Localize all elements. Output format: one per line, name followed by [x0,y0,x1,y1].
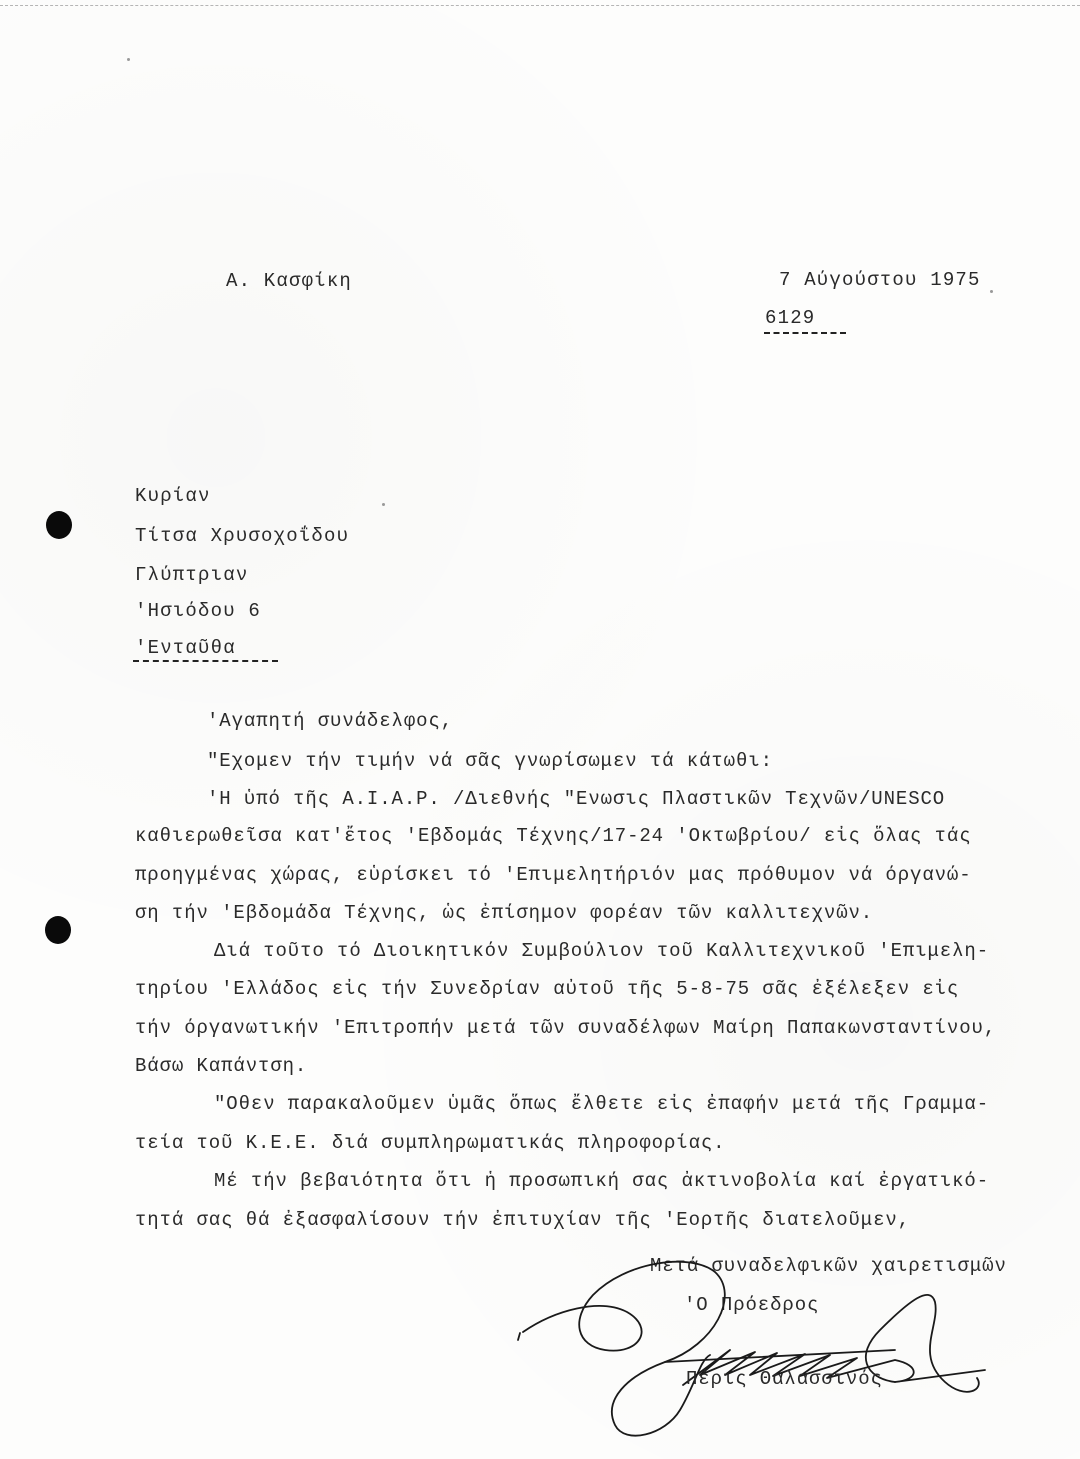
signatory-title: 'Ο Πρόεδρος [684,1294,820,1316]
handwritten-signature [515,1250,1005,1450]
recipient-profession: Γλύπτριαν [135,564,249,586]
body-line: Διά τοῦτο τό Διοικητικόν Συμβούλιον τοῦ Καλλιτεχνικοῦ 'Επιμελη- [214,940,990,962]
body-line: τητά σας θά ἐξασφαλίσουν τήν ἐπιτυχίαν τῆς 'Εορτῆς διατελοῦμεν, [135,1209,911,1231]
protocol-number: 6129 [765,307,816,329]
paper-speck [382,503,385,506]
protocol-underline [764,332,846,334]
sender-reference: Α. Κασφίκη [226,270,353,292]
body-line: "Εχομεν τήν τιμήν νά σᾶς γνωρίσωμεν τά κάτωθι: [207,750,773,772]
recipient-city-underline [133,660,278,662]
letter-date: 7 Αύγούστου 1975 [779,269,981,291]
body-line: "Οθεν παρακαλοῦμεν ὑμᾶς ὅπως ἔλθετε εἰς ἐπαφήν μετά τῆς Γραμμα- [214,1093,990,1115]
recipient-name: Τίτσα Χρυσοχοΐδου [135,525,350,547]
recipient-street: 'Ησιόδου 6 [135,600,262,622]
body-line: Μέ τήν βεβαιότητα ὅτι ἡ προσωπική σας ἀκτινοβολία καί ἐργατικό- [214,1170,990,1192]
recipient-city: 'Ενταῦθα [135,637,236,659]
closing-formula: Μετά συναδελφικῶν χαιρετισμῶν [650,1255,1007,1277]
body-line: ση τήν 'Εβδομάδα Τέχνης, ὡς ἐπίσημον φορέαν τῶν καλλιτεχνῶν. [135,902,874,924]
signatory-name: Πέρις Θαλασσινός [686,1368,883,1390]
paper-speck [127,58,130,61]
page-top-edge [0,5,1080,7]
body-line: Βάσω Καπάντση. [135,1055,308,1077]
punch-hole-upper [46,511,72,539]
body-line: τήν όργανωτικήν 'Επιτροπήν μετά τῶν συναδέλφων Μαίρη Παπακωνσταντίνου, [135,1017,997,1039]
recipient-salutation: Κυρίαν [135,485,211,507]
body-line: 'Η ὑπό τῆς Α.Ι.Α.Ρ. /Διεθνής "Ενωσις Πλαστικῶν Τεχνῶν/UNESCO [207,788,946,810]
body-line: τεία τοῦ Κ.Ε.Ε. διά συμπληρωματικάς πληροφορίας. [135,1132,726,1154]
body-line: τηρίου 'Ελλάδος εἰς τήν Συνεδρίαν αὐτοῦ τῆς 5-8-75 σᾶς ἐξέλεξεν εἰς [135,978,960,1000]
punch-hole-lower [45,916,71,944]
paper-speck [990,290,993,293]
body-line: καθιερωθεῖσα κατ'ἔτος 'Εβδομάς Τέχνης/17-24 'Οκτωβρίου/ εἰς ὅλας τάς [135,825,972,847]
greeting: 'Αγαπητή συνάδελφος, [207,710,454,732]
body-line: προηγμένας χώρας, εὑρίσκει τό 'Επιμελητήριόν μας πρόθυμον νά όργανώ- [135,864,972,886]
